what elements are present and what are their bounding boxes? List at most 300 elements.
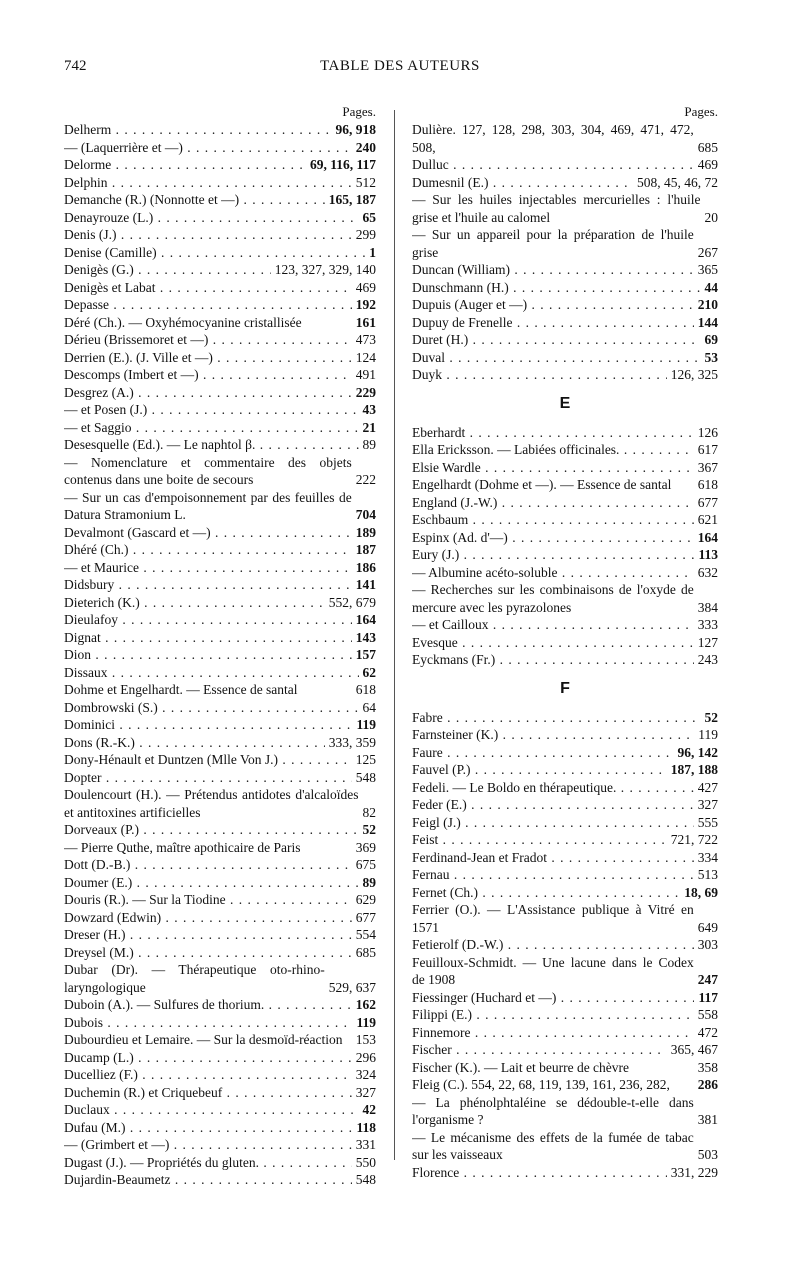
entry-pages: 548 [355,769,376,785]
index-entry [412,511,718,529]
entry-author: — Albumine acéto-soluble . . . [412,564,694,582]
index-entry [412,349,718,367]
entry-pages: 82 [362,804,376,820]
index-entry [64,839,376,857]
entry-pages: 513 [697,867,718,882]
entry-pages: 44 [704,279,718,295]
index-entry [64,926,376,944]
entry-pages: 157 [355,647,376,662]
entry-pages: 113 [698,547,718,562]
entry-author: Duncan (William) . . . [412,261,694,279]
entry-author: — Le mécanisme des effets de la fumée de tabac sur les vaisseaux [412,1129,694,1162]
entry-pages: 550 [355,1154,376,1170]
index-entry [64,1136,376,1154]
entry-pages: 119 [698,727,718,742]
entry-author: Duyk . . . [412,366,667,384]
entry-author: Demanche (R.) (Nonnotte et —) . . . [64,191,325,209]
entry-author: Desesquelle (Ed.). — Le naphtol β. . . . [64,436,359,454]
index-entry [412,476,718,494]
entry-pages: 127 [697,634,718,650]
index-entry [64,139,376,157]
index-entry [412,261,718,279]
index-entry [64,664,376,682]
entry-author: Delphin . . . [64,174,352,192]
entry-pages: 358 [697,1059,718,1075]
entry-pages: 333 [697,617,718,632]
index-entry [64,1119,376,1137]
entry-pages: 552, 679 [328,594,376,610]
index-entry [64,261,376,279]
entry-author: Evesque . . . [412,634,694,652]
entry-pages: 721, 722 [670,832,718,847]
index-entry [412,936,718,954]
entry-pages: 119 [356,717,376,732]
index-entry [412,1094,718,1129]
entry-pages: 153 [355,1032,376,1047]
entry-author: Doulencourt (H.). — Prétendus antidotes d'alcaloïdes et antitoxines artificielles [64,787,359,820]
entry-pages: 618 [697,477,718,492]
entry-author: Dominici . . . [64,716,352,734]
entry-pages: 324 [355,1067,376,1082]
entry-author: Dony-Hénault et Duntzen (Mlle Von J.) . . . [64,751,352,769]
index-entry [412,616,718,634]
entry-pages: 164 [355,612,376,627]
entry-pages: 65 [362,209,376,225]
entry-author: Eberhardt . . . [412,424,694,442]
entry-pages: 240 [355,139,376,155]
entry-pages: 119 [356,1014,376,1030]
index-entry [64,629,376,647]
entry-pages: 229 [355,384,376,400]
entry-author: Florence . . . [412,1164,667,1182]
index-entry [412,884,718,902]
entry-pages: 117 [698,989,718,1005]
entry-pages: 247 [697,972,718,987]
entry-author: Descomps (Imbert et —) . . . [64,366,352,384]
entry-author: Eury (J.) . . . [412,546,694,564]
index-entry [412,709,718,727]
entry-author: Fernau . . . [412,866,694,884]
entry-pages: 333, 359 [328,734,376,750]
entry-author: Depasse . . . [64,296,352,314]
index-entry [64,751,376,769]
entry-author: Eyckmans (Fr.) . . . [412,651,694,669]
index-entry [64,279,376,297]
index-entry [64,419,376,437]
entry-pages: 299 [355,227,376,242]
entry-pages: 42 [362,1102,376,1117]
entry-author: Dopter . . . [64,769,352,787]
index-entry [412,156,718,174]
entry-pages: 469 [355,279,376,295]
index-entry [64,366,376,384]
index-entry [412,1076,718,1094]
entry-pages: 53 [704,349,718,365]
index-entry [412,651,718,669]
entry-author: Dufau (M.) . . . [64,1119,352,1137]
entry-pages: 165, 187 [328,192,376,207]
entry-author: Dreysel (M.) . . . [64,944,352,962]
index-entry [64,699,376,717]
entry-pages: 43 [362,402,376,417]
entry-pages: 381 [697,1112,718,1127]
entry-pages: 192 [355,297,376,312]
entry-pages: 618 [355,682,376,697]
index-entry [64,454,376,489]
index-entry [412,744,718,762]
index-entry [64,349,376,367]
entry-pages: 554 [355,927,376,942]
entry-author: Dissaux . . . [64,664,359,682]
index-entry [64,874,376,892]
entry-author: — et Cailloux . . . [412,616,694,634]
index-entry [64,944,376,962]
entry-pages: 367 [697,459,718,475]
entry-author: Fischer . . . [412,1041,667,1059]
entry-pages: 62 [362,664,376,680]
entry-pages: 243 [697,652,718,667]
entry-pages: 162 [355,997,376,1012]
index-entry [412,1059,718,1077]
entry-author: Dujardin-Beaumetz . . . [64,1171,352,1189]
entry-pages: 677 [355,909,376,925]
entry-pages: 18, 69 [684,884,718,900]
section-letter-f: F [560,679,570,697]
index-entry [64,996,376,1014]
entry-author: Filippi (E.) . . . [412,1006,694,1024]
index-entry [412,796,718,814]
entry-pages: 1 [369,244,376,260]
index-entry [412,761,718,779]
index-entry [412,546,718,564]
index-entry [412,441,718,459]
index-entry [64,174,376,192]
entry-pages: 327 [355,1084,376,1100]
index-entry [412,1129,718,1164]
entry-author: Dhéré (Ch.) . . . [64,541,352,559]
entry-author: — (Grimbert et —) . . . [64,1136,352,1154]
entry-pages: 124 [355,349,376,365]
index-entry [64,524,376,542]
index-entry [64,769,376,787]
index-entry [412,279,718,297]
entry-author: Fiessinger (Huchard et —) . . . [412,989,694,1007]
entry-pages: 187, 188 [670,762,718,777]
entry-author: — Nomenclature et commentaire des objets contenus dans une boite de secours [64,454,352,487]
index-entry [412,779,718,797]
entry-pages: 222 [355,472,376,487]
entry-pages: 473 [355,332,376,347]
entry-pages: 143 [355,629,376,645]
index-column-right [412,102,718,1181]
entry-pages: 123, 327, 329, 140 [274,262,376,277]
entry-author: Duclaux . . . [64,1101,359,1119]
section-letter-e: E [559,394,571,412]
entry-author: — Recherches sur les combinaisons de l'oxyde de mercure avec les pyrazolones [412,582,694,615]
index-entry [64,156,376,174]
index-entry [64,1014,376,1032]
entry-pages: 186 [355,559,376,575]
index-entry [412,494,718,512]
index-entry [412,1006,718,1024]
index-entry [412,849,718,867]
entry-pages: 512 [355,174,376,190]
entry-author: Denise (Camille) . . . [64,244,365,262]
index-entry [64,541,376,559]
entry-pages: 164 [697,529,718,545]
index-entry [64,909,376,927]
entry-pages: 649 [697,919,718,935]
entry-author: Derrien (E.). (J. Ville et —) . . . [64,349,352,367]
index-entry [64,786,376,821]
entry-author: Delorme . . . [64,156,306,174]
entry-pages: 331, 229 [670,1164,718,1180]
index-entry [412,831,718,849]
entry-author: Eschbaum . . . [412,511,694,529]
index-entry [64,576,376,594]
entry-pages: 296 [355,1049,376,1065]
entry-author: Dulluc . . . [412,156,694,174]
index-entry [64,611,376,629]
index-entry [412,634,718,652]
entry-author: Engelhardt (Dohme et —). — Essence de santal [412,477,672,492]
entry-author: Dowzard (Edwin) . . . [64,909,352,927]
entry-pages: 286 [697,1077,718,1092]
index-entry [64,1171,376,1189]
entry-author: Dignat . . . [64,629,352,647]
index-entry [412,331,718,349]
entry-pages: 161 [355,314,376,330]
index-entry [412,1024,718,1042]
entry-author: Dieulafoy . . . [64,611,352,629]
entry-author: Fabre . . . [412,709,701,727]
entry-pages: 126 [697,424,718,440]
index-entry [412,296,718,314]
entry-pages: 118 [356,1119,376,1135]
index-entry [64,1154,376,1172]
entry-pages: 365, 467 [670,1042,718,1057]
entry-pages: 469 [697,157,718,172]
entry-pages: 187 [355,542,376,557]
entry-author: Dugast (J.). — Propriétés du gluten. . . . [64,1154,352,1172]
entry-pages: 69 [704,332,718,347]
entry-author: Dumesnil (E.) . . . [412,174,633,192]
entry-author: Dieterich (K.) . . . [64,594,325,612]
entry-author: Dorveaux (P.) . . . [64,821,359,839]
entry-pages: 96, 918 [335,122,376,137]
entry-pages: 334 [697,849,718,865]
index-entry [64,716,376,734]
index-entry [64,1101,376,1119]
entry-pages: 327 [697,797,718,812]
index-entry [412,529,718,547]
entry-author: Dérieu (Brissemoret et —) . . . [64,331,352,349]
index-entry [64,296,376,314]
index-entry [412,226,718,261]
index-entry [412,191,718,226]
entry-author: Dulière. 127, 128, 298, 303, 304, 469, 471, 472, 508, [412,122,694,155]
entry-pages: 384 [697,599,718,615]
entry-author: Denayrouze (L.) . . . [64,209,359,227]
page-number: 742 [64,58,87,74]
index-entry-list [412,424,718,669]
entry-pages: 685 [355,944,376,960]
entry-author: Déré (Ch.). — Oxyhémocyanine cristallisée [64,314,302,330]
entry-author: Dubois . . . [64,1014,352,1032]
index-entry-list [412,709,718,1182]
index-entry [64,856,376,874]
index-entry [64,401,376,419]
index-entry [412,1041,718,1059]
entry-pages: 125 [355,752,376,767]
entry-author: Ferrier (O.). — L'Assistance publique à Vitré en 1571 [412,902,694,935]
index-entry [64,331,376,349]
entry-author: Fauvel (P.) . . . [412,761,667,779]
entry-author: Devalmont (Gascard et —) . . . [64,524,352,542]
index-entry [64,1049,376,1067]
entry-author: Ducamp (L.) . . . [64,1049,352,1067]
entry-pages: 677 [697,494,718,510]
index-entry [64,191,376,209]
entry-pages: 144 [697,314,718,330]
entry-author: Dion . . . [64,646,352,664]
index-entry [412,726,718,744]
pages-column-header: Pages. [684,104,718,119]
index-entry [64,226,376,244]
index-entry [64,384,376,402]
entry-author: Ella Ericksson. — Labiées officinales. . . . [412,441,694,459]
entry-pages: 210 [697,297,718,312]
index-entry-list [412,121,718,384]
entry-author: — Pierre Quthe, maître apothicaire de Paris [64,839,301,855]
column-divider [394,110,395,1160]
entry-author: Finnemore . . . [412,1024,694,1042]
entry-author: Fedeli. — Le Boldo en thérapeutique. . . . [412,779,694,797]
entry-author: Ducelliez (F.) . . . [64,1066,352,1084]
entry-author: Ferdinand-Jean et Fradot . . . [412,849,694,867]
index-entry [412,581,718,616]
entry-pages: 89 [362,437,376,452]
index-entry [412,989,718,1007]
entry-pages: 548 [355,1172,376,1187]
entry-pages: 629 [355,892,376,907]
entry-author: — Sur un appareil pour la préparation de l'huile grise [412,227,694,260]
entry-author: Fernet (Ch.) . . . [412,884,680,902]
entry-author: Fetierolf (D.-W.) . . . [412,936,694,954]
entry-author: Feist . . . [412,831,667,849]
entry-pages: 529, 637 [328,979,376,995]
entry-author: Desgrez (A.) . . . [64,384,352,402]
entry-author: Dubourdieu et Lemaire. — Sur la desmoïd-réaction [64,1032,343,1047]
index-entry [412,954,718,989]
entry-pages: 675 [355,857,376,872]
entry-author: Dons (R.-K.) . . . [64,734,325,752]
index-entry [64,1031,376,1049]
entry-pages: 365 [697,262,718,277]
index-entry [64,961,376,996]
entry-pages: 503 [697,1147,718,1162]
index-entry [412,1164,718,1182]
entry-author: Fleig (C.). 554, 22, 68, 119, 139, 161, 236, 282, [412,1077,670,1092]
entry-author: — Sur un cas d'empoisonnement par des feuilles de Datura Stramonium L. [64,489,352,522]
entry-author: — Sur les huiles injectables mercurielles : l'huile grise et l'huile au calomel [412,192,701,225]
index-entry [412,174,718,192]
index-entry [64,594,376,612]
entry-pages: 189 [355,524,376,540]
index-column-left [64,102,376,1189]
index-entry [412,814,718,832]
entry-pages: 558 [697,1007,718,1022]
entry-author: Dubar (Dr). — Thérapeutique oto-rhino-laryngologique [64,962,325,995]
entry-author: England (J.-W.) . . . [412,494,694,512]
entry-pages: 267 [697,244,718,260]
entry-pages: 491 [355,367,376,382]
entry-author: Dupuis (Auger et —) . . . [412,296,694,314]
entry-author: Didsbury . . . [64,576,352,594]
entry-author: Duchemin (R.) et Criquebeuf . . . [64,1084,352,1102]
index-entry [64,314,376,332]
entry-pages: 508, 45, 46, 72 [637,174,718,190]
index-entry [412,901,718,936]
index-entry [64,489,376,524]
entry-pages: 369 [355,839,376,855]
pages-column-header: Pages. [342,104,376,119]
entry-author: Delherm . . . [64,121,332,139]
entry-author: Faure . . . [412,744,674,762]
entry-author: Dombrowski (S.) . . . [64,699,359,717]
index-entry [412,121,718,156]
entry-pages: 303 [697,937,718,952]
entry-author: Dreser (H.) . . . [64,926,352,944]
entry-author: Farnsteiner (K.) . . . [412,726,694,744]
index-entry [64,436,376,454]
entry-pages: 472 [697,1024,718,1040]
entry-pages: 126, 325 [670,367,718,382]
entry-pages: 331 [355,1137,376,1152]
entry-pages: 20 [704,209,718,225]
entry-pages: 52 [704,709,718,725]
entry-pages: 69, 116, 117 [309,157,376,172]
entry-author: — (Laquerrière et —) . . . [64,139,352,157]
entry-author: Denigès (G.) . . . [64,261,271,279]
entry-author: Dupuy de Frenelle . . . [412,314,694,332]
entry-author: Feder (E.) . . . [412,796,694,814]
index-entry [412,366,718,384]
index-entry [64,559,376,577]
index-entry [64,244,376,262]
entry-author: Duboin (A.). — Sulfures de thorium. . . . [64,996,352,1014]
index-entry [64,1084,376,1102]
index-entry [412,424,718,442]
index-entry [412,866,718,884]
entry-author: — et Maurice . . . [64,559,352,577]
entry-pages: 52 [362,822,376,837]
entry-pages: 89 [362,874,376,890]
entry-author: Doumer (E.) . . . [64,874,359,892]
entry-author: Duret (H.) . . . [412,331,701,349]
entry-pages: 555 [697,814,718,830]
entry-pages: 685 [697,139,718,155]
entry-author: Feuilloux-Schmidt. — Une lacune dans le Codex de 1908 [412,954,694,987]
entry-pages: 617 [697,442,718,457]
entry-pages: 64 [362,699,376,715]
index-entry-list [64,121,376,1189]
index-entry [64,646,376,664]
index-entry [412,564,718,582]
entry-author: Feigl (J.) . . . [412,814,694,832]
entry-pages: 96, 142 [677,744,718,760]
index-entry [64,734,376,752]
